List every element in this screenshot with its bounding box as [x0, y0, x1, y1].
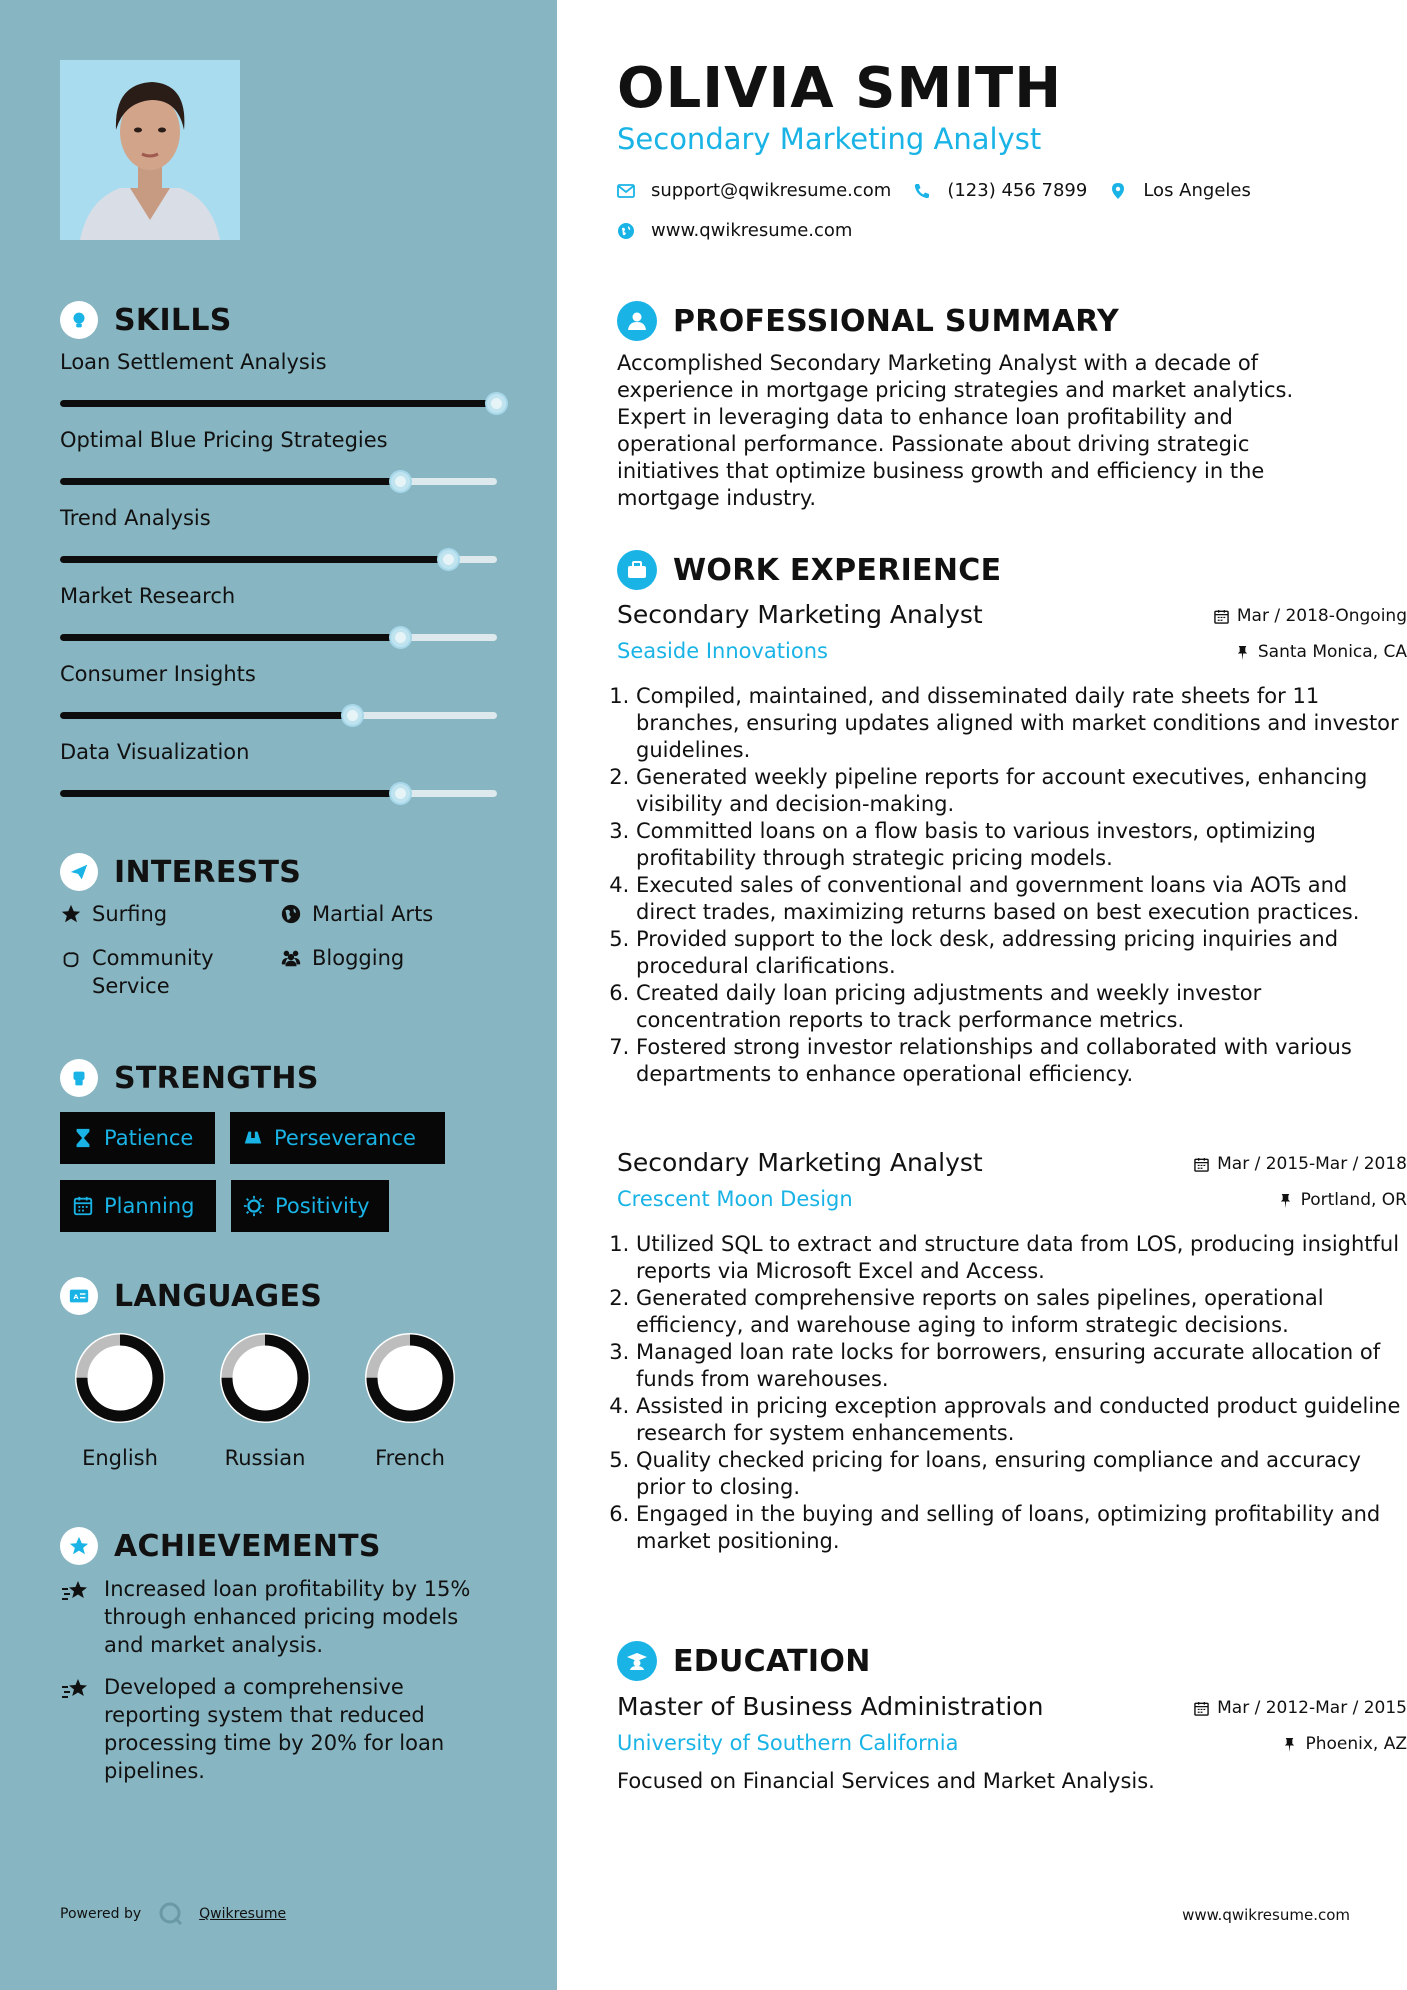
- skill-bar-knob: [391, 628, 410, 647]
- languages-title: LANGUAGES: [114, 1278, 323, 1314]
- skill-bar: [60, 790, 497, 797]
- job-bullet: 1. Utilized SQL to extract and structure data from LOS, producing insightful reports via Microsoft Excel and Access.: [636, 1231, 1407, 1285]
- skill-bar: [60, 634, 497, 641]
- strength-label: Perseverance: [274, 1126, 416, 1150]
- interest-label: Blogging: [312, 946, 405, 970]
- skill-bar-knob: [487, 394, 506, 413]
- strength-chip: [60, 1112, 215, 1164]
- language-ring-center: [89, 1347, 151, 1409]
- skill-item: [60, 350, 500, 428]
- globe-icon: [280, 903, 302, 925]
- sidebar: [0, 0, 557, 1990]
- strengths-list: [60, 1112, 500, 1232]
- contact-phone: [913, 180, 1087, 201]
- interests-title: INTERESTS: [114, 854, 302, 890]
- calendar-icon: [1194, 1157, 1209, 1172]
- skills-heading: [60, 301, 232, 339]
- interest-item: [60, 944, 280, 1000]
- skill-item: [60, 740, 500, 818]
- footer-url[interactable]: www.qwikresume.com: [1182, 1906, 1350, 1924]
- strength-chip: [60, 1180, 216, 1232]
- school-name: University of Southern California: [617, 1731, 959, 1755]
- strengths-heading: [60, 1059, 319, 1097]
- contact-email: [617, 180, 891, 201]
- skill-bar-fill: [60, 400, 497, 407]
- contact-website: [617, 220, 852, 241]
- interest-label: Martial Arts: [312, 902, 434, 926]
- pushpin-icon: [1235, 645, 1250, 660]
- languages-heading: [60, 1277, 322, 1315]
- education-date: [1194, 1698, 1407, 1718]
- language-label: French: [375, 1446, 445, 1470]
- achievement-item: [60, 1575, 500, 1659]
- envelope-icon: [617, 182, 635, 200]
- job-bullet: 2. Generated weekly pipeline reports for account executives, enhancing visibility and decision-making.: [636, 764, 1407, 818]
- language-label: English: [82, 1446, 158, 1470]
- skill-bar-fill: [60, 712, 353, 719]
- degree-title: Master of Business Administration: [617, 1692, 1044, 1721]
- language-ring: [72, 1330, 168, 1426]
- job-bullet: 6. Created daily loan pricing adjustments and weekly investor concentration reports to track performance metrics.: [636, 980, 1407, 1034]
- svg-text:A: A: [73, 1292, 79, 1301]
- skill-bar: [60, 400, 497, 407]
- interest-item: [60, 900, 280, 928]
- profile-photo: [60, 60, 240, 240]
- job-bullet: 5. Quality checked pricing for loans, ensuring compliance and accuracy prior to closing.: [636, 1447, 1407, 1501]
- phone-text[interactable]: (123) 456 7899: [947, 180, 1088, 201]
- job-bullet: 6. Engaged in the buying and selling of loans, optimizing profitability and market positioning.: [636, 1501, 1407, 1555]
- education-date-text: Mar / 2012-Mar / 2015: [1217, 1698, 1407, 1718]
- calendar-icon: [72, 1195, 94, 1217]
- lightbulb-icon: [60, 301, 98, 339]
- summary-heading: [617, 301, 1119, 341]
- job-bullet: 3. Managed loan rate locks for borrowers, ensuring accurate allocation of funds from warehouses.: [636, 1339, 1407, 1393]
- language-item: [350, 1330, 470, 1470]
- graduate-icon: [617, 1641, 657, 1681]
- briefcase-icon: [617, 550, 657, 590]
- interest-item: [280, 900, 500, 928]
- job-title: Secondary Marketing Analyst: [617, 600, 983, 629]
- language-ring-center: [234, 1347, 296, 1409]
- strength-chip: [230, 1112, 445, 1164]
- skill-bar: [60, 556, 497, 563]
- education-title: EDUCATION: [673, 1643, 871, 1679]
- language-item: [60, 1330, 180, 1470]
- language-label: Russian: [224, 1446, 306, 1470]
- globe-icon: [617, 222, 635, 240]
- job-date-text: Mar / 2018-Ongoing: [1236, 606, 1407, 626]
- skill-label: Data Visualization: [60, 740, 250, 764]
- education-entry: [617, 1692, 1407, 1793]
- education-location: [1282, 1734, 1407, 1754]
- binoculars-icon: [242, 1127, 264, 1149]
- skill-bar-knob: [439, 550, 458, 569]
- language-ring: [217, 1330, 313, 1426]
- language-ring: [362, 1330, 458, 1426]
- powered-by: [60, 1900, 286, 1928]
- achievement-text: Increased loan profitability by 15% through enhanced pricing models and market analysis.: [104, 1577, 471, 1657]
- job-bullet: 3. Committed loans on a flow basis to various investors, optimizing profitability through strategic pricing models.: [636, 818, 1407, 872]
- contact-location: [1109, 180, 1251, 201]
- language-ring-center: [379, 1347, 441, 1409]
- skill-item: [60, 428, 500, 506]
- job-location-text: Santa Monica, CA: [1257, 642, 1407, 662]
- candidate-role: Secondary Marketing Analyst: [617, 122, 1042, 156]
- skill-bar-fill: [60, 478, 401, 485]
- skill-bar-knob: [391, 784, 410, 803]
- language-item: [205, 1330, 325, 1470]
- hourglass-icon: [72, 1127, 94, 1149]
- strength-chip: [231, 1180, 389, 1232]
- skill-label: Trend Analysis: [60, 506, 211, 530]
- job-date: [1214, 606, 1407, 626]
- skills-title: SKILLS: [114, 302, 232, 338]
- job-bullet: 5. Provided support to the lock desk, addressing pricing inquiries and procedural clarifications.: [636, 926, 1407, 980]
- interests-list: [60, 900, 500, 1000]
- location-text: Los Angeles: [1143, 180, 1251, 201]
- job-bullet: 2. Generated comprehensive reports on sales pipelines, operational efficiency, and warehouse aging to inform strategic decisions.: [636, 1285, 1407, 1339]
- job-date-text: Mar / 2015-Mar / 2018: [1217, 1154, 1407, 1174]
- job-company: Seaside Innovations: [617, 639, 828, 663]
- qwikresume-link[interactable]: Qwikresume: [199, 1906, 287, 1922]
- language-card-icon: [60, 1277, 98, 1315]
- achievements-title: ACHIEVEMENTS: [114, 1528, 381, 1564]
- achievements-heading: [60, 1527, 381, 1565]
- pushpin-icon: [1282, 1737, 1297, 1752]
- skill-bar-fill: [60, 556, 449, 563]
- education-location-text: Phoenix, AZ: [1305, 1734, 1407, 1754]
- achievement-item: [60, 1673, 500, 1785]
- user-icon: [617, 301, 657, 341]
- skill-label: Loan Settlement Analysis: [60, 350, 327, 374]
- achievements-list: [60, 1575, 500, 1799]
- job-bullet: 7. Fostered strong investor relationships and collaborated with various departments to enhance operational efficiency.: [636, 1034, 1407, 1088]
- skill-item: [60, 584, 500, 662]
- experience-title: WORK EXPERIENCE: [673, 552, 1002, 588]
- phone-icon: [913, 182, 931, 200]
- interest-label: Community Service: [92, 946, 214, 998]
- strength-label: Planning: [104, 1194, 195, 1218]
- skill-bar-fill: [60, 790, 401, 797]
- shooting-star-icon: [60, 1577, 90, 1605]
- interest-label: Surfing: [92, 902, 168, 926]
- job-bullets: [617, 683, 1407, 1088]
- star-icon: [60, 903, 82, 925]
- job-location-text: Portland, OR: [1300, 1190, 1407, 1210]
- summary-title: PROFESSIONAL SUMMARY: [673, 303, 1120, 339]
- calendar-icon: [1194, 1701, 1209, 1716]
- job-location: [1278, 1190, 1407, 1210]
- contact-row: [617, 180, 1273, 201]
- job-bullets: [617, 1231, 1407, 1555]
- job-bullet: 1. Compiled, maintained, and disseminated daily rate sheets for 11 branches, ensuring updates aligned with market conditions and investor guidelines.: [636, 683, 1407, 764]
- summary-text: Accomplished Secondary Marketing Analyst with a decade of experience in mortgage pricing strategies and market analytics. Expert in leveraging data to enhance loan profitability and operational performance. Passionate about driving strategic initiatives that optimize business growth and efficiency in the mortgage industry.: [617, 351, 1294, 510]
- strength-label: Patience: [104, 1126, 194, 1150]
- job-title: Secondary Marketing Analyst: [617, 1148, 983, 1177]
- skill-label: Market Research: [60, 584, 236, 608]
- job-location: [1235, 642, 1407, 662]
- job-date: [1194, 1154, 1407, 1174]
- fist-icon: [60, 1059, 98, 1097]
- powered-by-label: Powered by: [60, 1906, 142, 1922]
- job-entry: [617, 600, 1407, 1088]
- website-text[interactable]: www.qwikresume.com: [651, 220, 853, 241]
- experience-heading: [617, 550, 1001, 590]
- main-content: [557, 0, 1407, 1990]
- interest-item: [280, 944, 500, 1000]
- skill-item: [60, 662, 500, 740]
- calendar-icon: [1214, 609, 1229, 624]
- skill-label: Optimal Blue Pricing Strategies: [60, 428, 388, 452]
- skill-bar-knob: [343, 706, 362, 725]
- education-description: Focused on Financial Services and Market Analysis.: [617, 1769, 1155, 1793]
- hand-icon: [60, 947, 82, 969]
- job-bullet: 4. Assisted in pricing exception approvals and conducted product guideline research for system enhancements.: [636, 1393, 1407, 1447]
- job-entry: [617, 1148, 1407, 1555]
- pushpin-icon: [1278, 1193, 1293, 1208]
- skill-bar-knob: [391, 472, 410, 491]
- interests-heading: [60, 853, 301, 891]
- education-heading: [617, 1641, 871, 1681]
- shooting-star-icon: [60, 1675, 90, 1703]
- contact-row-web: [617, 220, 874, 241]
- skill-bar-fill: [60, 634, 401, 641]
- skill-item: [60, 506, 500, 584]
- strengths-title: STRENGTHS: [114, 1060, 319, 1096]
- strength-label: Positivity: [275, 1194, 370, 1218]
- star-badge-icon: [60, 1527, 98, 1565]
- paper-plane-icon: [60, 853, 98, 891]
- skill-label: Consumer Insights: [60, 662, 256, 686]
- map-pin-icon: [1109, 182, 1127, 200]
- sun-icon: [243, 1195, 265, 1217]
- job-bullet: 4. Executed sales of conventional and government loans via AOTs and direct trades, maximizing returns based on best execution practices.: [636, 872, 1407, 926]
- skill-bar: [60, 712, 497, 719]
- skills-list: [60, 350, 500, 818]
- users-icon: [280, 947, 302, 969]
- candidate-name: OLIVIA SMITH: [617, 56, 1063, 121]
- email-text[interactable]: support@qwikresume.com: [651, 180, 892, 201]
- job-company: Crescent Moon Design: [617, 1187, 853, 1211]
- skill-bar: [60, 478, 497, 485]
- achievement-text: Developed a comprehensive reporting system that reduced processing time by 20% for loan pipelines.: [104, 1675, 445, 1783]
- qwikresume-logo-icon: [157, 1900, 185, 1928]
